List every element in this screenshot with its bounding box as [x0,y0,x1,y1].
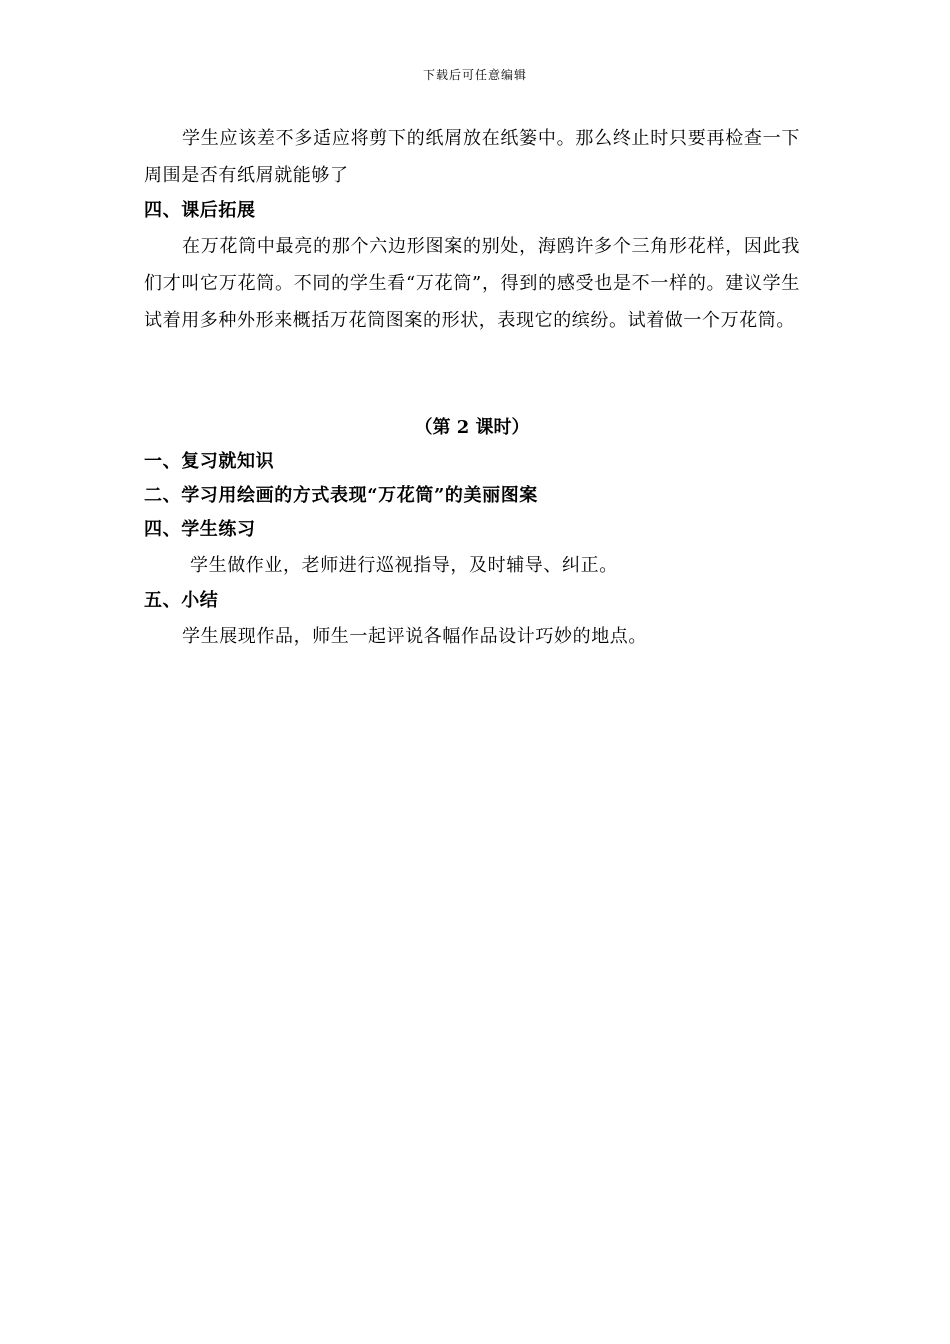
document-body [144,120,800,655]
section-gap [144,339,800,411]
paragraph-paper-scraps: 学生应该差不多适应将剪下的纸屑放在纸篓中。那么终止时只要再检查一下周围是否有纸屑就能够了 [144,128,800,186]
section-heading-summary: 五、小结 [144,590,219,611]
section-heading-review: 一、复习就知识 [144,451,275,472]
section-heading-drawing: 二、学习用绘画的方式表现“万花筒”的美丽图案 [144,485,538,506]
paragraph-kaleidoscope: 在万花筒中最亮的那个六边形图案的别处，海鸥许多个三角形花样，因此我们才叫它万花筒。不同的学生看“万花筒”，得到的感受也是不一样的。建议学生试着用多种外形来概括万花筒图案的形状，表现它的缤纷。试着做一个万花筒。 [144,236,800,331]
paragraph-homework: 学生做作业，老师进行巡视指导，及时辅导、纠正。 [190,555,618,576]
section-heading-extension: 四、课后拓展 [144,200,256,221]
paragraph-showcase: 学生展现作品，师生一起评说各幅作品设计巧妙的地点。 [182,626,647,647]
header-note: 下载后可任意编辑 [422,68,527,82]
lesson-2-title: （第 2 课时） [414,417,530,438]
section-heading-practice: 四、学生练习 [144,519,256,540]
